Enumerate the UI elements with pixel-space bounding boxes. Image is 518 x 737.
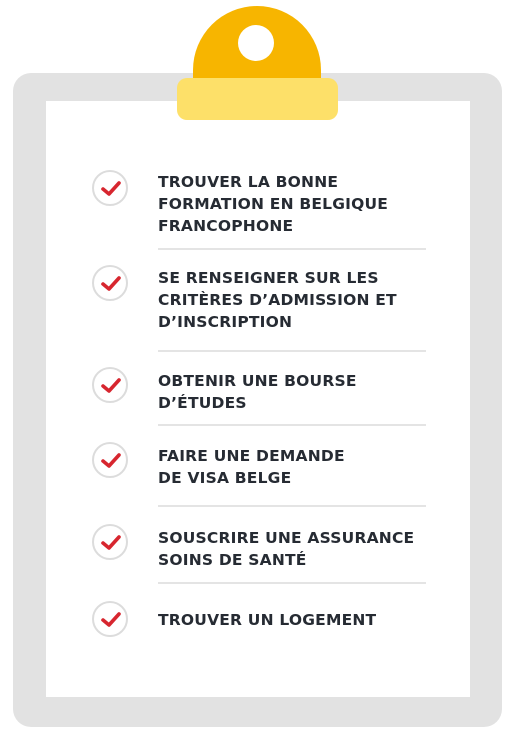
check-icon bbox=[92, 442, 128, 478]
divider bbox=[158, 248, 426, 250]
check-icon bbox=[92, 367, 128, 403]
check-icon bbox=[92, 170, 128, 206]
check-icon bbox=[92, 524, 128, 560]
checklist-item-label: TROUVER UN LOGEMENT bbox=[158, 611, 377, 629]
checklist-item-label: TROUVER LA BONNE FORMATION EN BELGIQUE FRANCOPHONE bbox=[158, 173, 389, 235]
clipboard-clip-hole bbox=[238, 25, 274, 61]
checklist-item-label: SOUSCRIRE UNE ASSURANCE SOINS DE SANTÉ bbox=[158, 529, 415, 569]
divider bbox=[158, 582, 426, 584]
divider bbox=[158, 350, 426, 352]
divider bbox=[158, 505, 426, 507]
check-icon bbox=[92, 601, 128, 637]
clipboard-clip-base bbox=[177, 78, 338, 120]
checklist-item-label: FAIRE UNE DEMANDE DE VISA BELGE bbox=[158, 447, 345, 487]
divider bbox=[158, 424, 426, 426]
checklist-item-label: OBTENIR UNE BOURSE D’ÉTUDES bbox=[158, 372, 357, 412]
check-icon bbox=[92, 265, 128, 301]
checklist-item-label: SE RENSEIGNER SUR LES CRITÈRES D’ADMISSION ET D’INSCRIPTION bbox=[158, 269, 397, 331]
